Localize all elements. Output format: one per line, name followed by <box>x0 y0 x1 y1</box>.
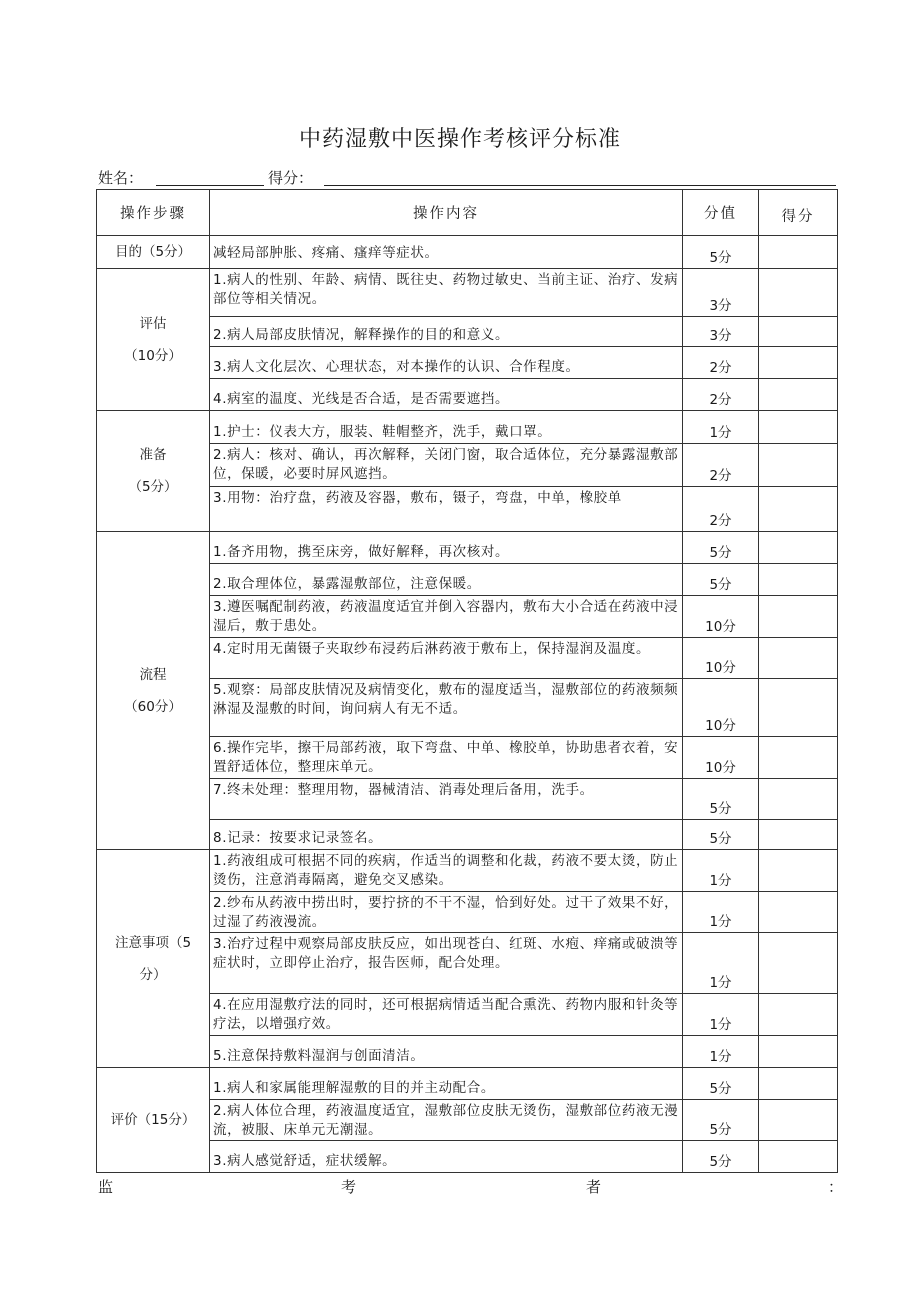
step-cell <box>97 411 210 532</box>
points-cell: 2分 <box>683 444 759 487</box>
table-row <box>97 236 838 269</box>
content-cell: 3.遵医嘱配制药液，药液温度适宜并倒入容器内，敷布大小合适在药液中浸湿后，敷于患处。 <box>210 596 683 638</box>
content-cell: 1.护士：仪表大方，服装、鞋帽整齐，洗手，戴口罩。 <box>210 411 683 444</box>
content-cell: 2.病人局部皮肤情况，解释操作的目的和意义。 <box>210 317 683 347</box>
scoring-table <box>96 189 838 1173</box>
content-cell: 2.病人：核对、确认，再次解释，关闭门窗，取合适体位，充分暴露湿敷部位，保暖，必要时屏风遮挡。 <box>210 444 683 487</box>
content-cell: 2.取合理体位，暴露湿敷部位，注意保暖。 <box>210 564 683 596</box>
score-cell[interactable] <box>759 1036 838 1068</box>
score-cell[interactable] <box>759 347 838 379</box>
score-cell[interactable] <box>759 411 838 444</box>
table-row <box>97 269 838 317</box>
score-label: 得分： <box>268 169 314 187</box>
score-cell[interactable] <box>759 1100 838 1141</box>
content-cell: 2.纱布从药液中捞出时，要拧挤的不干不湿，恰到好处。过干了效果不好，过湿了药液漫流。 <box>210 892 683 933</box>
points-cell: 5分 <box>683 1068 759 1100</box>
table-row <box>97 532 838 564</box>
content-cell: 1.病人的性别、年龄、病情、既往史、药物过敏史、当前主证、治疗、发病部位等相关情况。 <box>210 269 683 317</box>
score-cell[interactable] <box>759 933 838 994</box>
content-cell: 1.备齐用物，携至床旁，做好解释，再次核对。 <box>210 532 683 564</box>
name-field <box>156 185 264 186</box>
points-cell: 10分 <box>683 737 759 779</box>
content-cell: 1.药液组成可根据不同的疾病，作适当的调整和化裁，药液不要太烫，防止烫伤，注意消毒隔离，避免交叉感染。 <box>210 850 683 892</box>
content-cell: 4.在应用湿敷疗法的同时，还可根据病情适当配合熏洗、药物内服和针灸等疗法，以增强疗效。 <box>210 994 683 1036</box>
examiner-char-1: 监 <box>98 1178 114 1196</box>
points-cell: 10分 <box>683 638 759 679</box>
score-cell[interactable] <box>759 994 838 1036</box>
points-cell: 3分 <box>683 269 759 317</box>
table-row <box>97 411 838 444</box>
content-cell: 2.病人体位合理，药液温度适宜，湿敷部位皮肤无烫伤，湿敷部位药液无漫流，被服、床单元无潮湿。 <box>210 1100 683 1141</box>
score-cell[interactable] <box>759 317 838 347</box>
score-cell[interactable] <box>759 1141 838 1173</box>
content-cell: 5.观察：局部皮肤情况及病情变化，敷布的湿度适当，湿敷部位的药液频频淋湿及湿敷的时间，询问病人有无不适。 <box>210 679 683 737</box>
points-cell: 1分 <box>683 1036 759 1068</box>
score-field <box>324 185 836 186</box>
table-row <box>97 850 838 892</box>
points-cell: 5分 <box>683 820 759 850</box>
points-cell: 1分 <box>683 994 759 1036</box>
column-header-step: 操作步骤 <box>97 190 210 236</box>
score-cell[interactable] <box>759 564 838 596</box>
content-cell: 6.操作完毕，擦干局部药液，取下弯盘、中单、橡胶单，协助患者衣着，安置舒适体位，整理床单元。 <box>210 737 683 779</box>
content-cell: 8.记录：按要求记录签名。 <box>210 820 683 850</box>
step-label: 分） <box>139 966 167 983</box>
score-cell[interactable] <box>759 532 838 564</box>
content-cell: 3.病人感觉舒适，症状缓解。 <box>210 1141 683 1173</box>
score-cell[interactable] <box>759 596 838 638</box>
content-cell: 7.终未处理：整理用物，器械清洁、消毒处理后备用，洗手。 <box>210 779 683 820</box>
step-label: 目的（5分） <box>114 244 192 260</box>
step-cell <box>97 236 210 269</box>
score-cell[interactable] <box>759 820 838 850</box>
examiner-char-3: 者 <box>586 1178 602 1196</box>
points-cell: 5分 <box>683 532 759 564</box>
points-cell: 10分 <box>683 679 759 737</box>
score-cell[interactable] <box>759 638 838 679</box>
score-cell[interactable] <box>759 269 838 317</box>
step-cell <box>97 269 210 411</box>
step-label: 评价（15分） <box>110 1112 196 1128</box>
content-cell: 1.病人和家属能理解湿敷的目的并主动配合。 <box>210 1068 683 1100</box>
examiner-char-4: ： <box>828 1178 844 1196</box>
step-label: （60分） <box>124 698 182 715</box>
step-label: （5分） <box>128 479 178 495</box>
name-label: 姓名： <box>98 169 144 187</box>
score-cell[interactable] <box>759 236 838 269</box>
step-label: 注意事项（5 <box>114 934 192 951</box>
score-cell[interactable] <box>759 1068 838 1100</box>
content-cell: 5.注意保持敷料湿润与创面清洁。 <box>210 1036 683 1068</box>
column-header-score: 得分 <box>759 190 838 236</box>
content-cell: 4.病室的温度、光线是否合适，是否需要遮挡。 <box>210 379 683 411</box>
points-cell: 2分 <box>683 379 759 411</box>
score-cell[interactable] <box>759 850 838 892</box>
points-cell: 1分 <box>683 850 759 892</box>
content-cell: 4.定时用无菌镊子夹取纱布浸药后淋药液于敷布上，保持湿润及温度。 <box>210 638 683 679</box>
score-cell[interactable] <box>759 444 838 487</box>
examiner-line <box>98 1176 844 1196</box>
step-label: （10分） <box>124 347 182 364</box>
content-cell: 减轻局部肿胀、疼痛、瘙痒等症状。 <box>210 236 683 269</box>
points-cell: 3分 <box>683 317 759 347</box>
points-cell: 5分 <box>683 1100 759 1141</box>
points-cell: 10分 <box>683 596 759 638</box>
score-cell[interactable] <box>759 379 838 411</box>
score-cell[interactable] <box>759 779 838 820</box>
step-label: 流程 <box>139 666 167 683</box>
points-cell: 1分 <box>683 411 759 444</box>
points-cell: 5分 <box>683 236 759 269</box>
points-cell: 1分 <box>683 933 759 994</box>
step-label: 评估 <box>139 315 167 332</box>
step-cell <box>97 850 210 1068</box>
header-line <box>98 167 836 189</box>
score-cell[interactable] <box>759 892 838 933</box>
column-header-points: 分值 <box>683 190 759 236</box>
step-cell <box>97 1068 210 1173</box>
score-cell[interactable] <box>759 679 838 737</box>
table-row <box>97 1068 838 1100</box>
points-cell: 2分 <box>683 487 759 532</box>
points-cell: 5分 <box>683 564 759 596</box>
points-cell: 5分 <box>683 1141 759 1173</box>
points-cell: 2分 <box>683 347 759 379</box>
points-cell: 1分 <box>683 892 759 933</box>
content-cell: 3.治疗过程中观察局部皮肤反应，如出现苍白、红斑、水疱、痒痛或破溃等症状时，立即停止治疗，报告医师，配合处理。 <box>210 933 683 994</box>
step-cell <box>97 532 210 850</box>
content-cell: 3.病人文化层次、心理状态，对本操作的认识、合作程度。 <box>210 347 683 379</box>
column-header-content: 操作内容 <box>210 190 683 236</box>
examiner-char-2: 考 <box>341 1178 357 1196</box>
step-label: 准备 <box>139 447 167 463</box>
content-cell: 3.用物：治疗盘，药液及容器，敷布，镊子，弯盘，中单，橡胶单 <box>210 487 683 532</box>
page-title: 中药湿敷中医操作考核评分标准 <box>298 127 621 152</box>
points-cell: 5分 <box>683 779 759 820</box>
score-cell[interactable] <box>759 737 838 779</box>
score-cell[interactable] <box>759 487 838 532</box>
